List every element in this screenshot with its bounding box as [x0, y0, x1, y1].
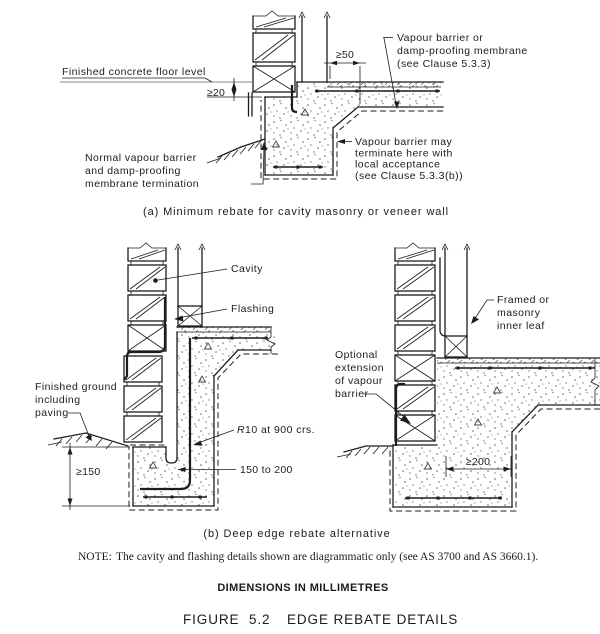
diagram-b-right-deep-rebate [335, 243, 600, 511]
svg-text:Normal vapour barrier: Normal vapour barrier [85, 152, 197, 164]
svg-text:Cavity: Cavity [231, 263, 263, 275]
dim-50-label: ≥50 [335, 49, 355, 61]
figure-title-word: FIGURE [183, 612, 240, 627]
dimensions-note: DIMENSIONS IN MILLIMETRES [217, 582, 389, 594]
svg-text:extension: extension [335, 362, 384, 374]
svg-text:(see Clause 5.3.3(b)): (see Clause 5.3.3(b)) [355, 169, 464, 182]
svg-text:including: including [35, 394, 81, 406]
svg-text:local acceptance: local acceptance [355, 158, 441, 171]
slab-surface-band [177, 327, 271, 332]
svg-text:Vapour barrier or: Vapour barrier or [397, 32, 484, 44]
svg-text:Optional: Optional [335, 349, 378, 361]
terminate-here-label [337, 136, 463, 182]
slab-surface-band [437, 358, 600, 363]
svg-text:paving: paving [35, 407, 69, 419]
svg-text:Flashing: Flashing [231, 303, 275, 315]
break-mark [253, 11, 295, 16]
outer-masonry-leaf [395, 243, 435, 441]
dim-200-label: ≥200 [465, 456, 491, 468]
caption-a: (a) Minimum rebate for cavity masonry or veneer wall [143, 206, 449, 218]
svg-text:masonry: masonry [497, 307, 541, 319]
break-mark [395, 243, 435, 248]
svg-text:R10 at 900 crs.: R10 at 900 crs. [237, 424, 315, 436]
svg-text:damp-proofing membrane: damp-proofing membrane [397, 45, 528, 57]
finished-ground-label [35, 381, 117, 441]
svg-text:Framed or: Framed or [497, 294, 550, 306]
svg-text:inner leaf: inner leaf [497, 320, 545, 332]
note-text: The cavity and flashing details shown are diagrammatic only (see AS 3700 and AS 3660.1). [116, 551, 539, 563]
svg-text:terminate here with: terminate here with [355, 147, 453, 160]
dimension-depth [62, 443, 130, 510]
svg-text:barrier: barrier [335, 388, 369, 400]
figure-title [183, 612, 458, 627]
normal-termination-label [85, 142, 268, 190]
inner-leaf-wall [442, 244, 470, 357]
dim-150-label: ≥150 [76, 466, 101, 478]
slab-surface-band [327, 83, 441, 88]
svg-text:(see Clause 5.3.3): (see Clause 5.3.3) [397, 58, 491, 70]
cavity-label [153, 263, 263, 283]
outer-masonry-leaf [124, 243, 166, 442]
framed-inner-leaf-label [471, 294, 550, 332]
diagram-a-minimum-rebate [60, 11, 528, 190]
break-mark [128, 243, 166, 248]
ground-line [337, 446, 393, 458]
svg-text:Finished ground: Finished ground [35, 381, 118, 393]
caption-b: (b) Deep edge rebate alternative [203, 528, 391, 540]
svg-text:Vapour barrier may: Vapour barrier may [355, 136, 453, 148]
note-label: NOTE: [78, 551, 112, 563]
inner-leaf-wall [299, 12, 330, 82]
outer-masonry-leaf [253, 11, 295, 92]
svg-text:and damp-proofing: and damp-proofing [85, 165, 181, 177]
ground-line [207, 139, 265, 163]
figure-title-text: EDGE REBATE DETAILS [287, 612, 459, 627]
svg-text:membrane termination: membrane termination [85, 178, 200, 190]
dim-150-200-label: 150 to 200 [240, 464, 293, 476]
diagram-b-left-deep-rebate [35, 243, 315, 510]
floor-level-label: Finished concrete floor level [62, 66, 206, 78]
optional-extension-label [335, 349, 411, 424]
svg-text:of vapour: of vapour [335, 375, 383, 387]
flashing-line [124, 297, 165, 380]
figure-title-number: 5.2 [249, 612, 271, 627]
dim-20-label: ≥20 [206, 87, 226, 99]
